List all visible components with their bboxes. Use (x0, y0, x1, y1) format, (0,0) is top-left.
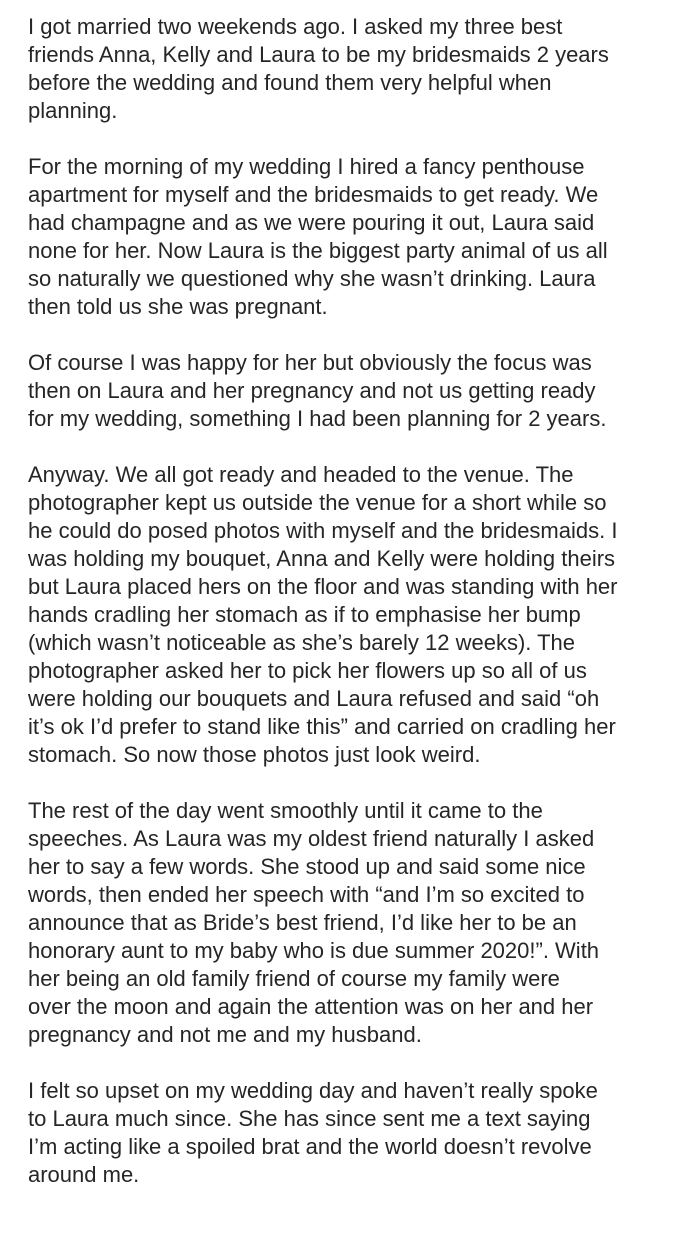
paragraph-1: I got married two weekends ago. I asked my three best friends Anna, Kelly and Laura to be my bridesmaids 2 years before the wedding and found them very helpful when planning. (28, 14, 609, 123)
post-body (28, 13, 692, 1189)
paragraph-5: The rest of the day went smoothly until it came to the speeches. As Laura was my oldest friend naturally I asked her to say a few words. She stood up and said some nice words, then ended her speech with “and I’m so excited to announce that as Bride’s best friend, I’d like her to be an honorary aunt to my baby who is due summer 2020!”. With her being an old family friend of course my family were over the moon and again the attention was on her and her pregnancy and not me and my husband. (28, 798, 600, 1047)
paragraph-2: For the morning of my wedding I hired a fancy penthouse apartment for myself and the bridesmaids to get ready. We had champagne and as we were pouring it out, Laura said none for her. Now Laura is the biggest party animal of us all so naturally we questioned why she wasn’t drinking. Laura then told us she was pregnant. (28, 154, 608, 319)
paragraph-4: Anyway. We all got ready and headed to the venue. The photographer kept us outside the venue for a short while so he could do posed photos with myself and the bridesmaids. I was holding my bouquet, Anna and Kelly were holding theirs but Laura placed hers on the floor and was standing with her hands cradling her stomach as if to emphasise her bump (which wasn’t noticeable as she’s barely 12 weeks). The photographer asked her to pick her flowers up so all of us were holding our bouquets and Laura refused and said “oh it’s ok I’d prefer to stand like this” and carried on cradling her stomach. So now those photos just look weird. (28, 462, 618, 767)
paragraph-3: Of course I was happy for her but obviously the focus was then on Laura and her pregnancy and not us getting ready for my wedding, something I had been planning for 2 years. (28, 350, 607, 431)
paragraph-6: I felt so upset on my wedding day and haven’t really spoke to Laura much since. She has since sent me a text saying I’m acting like a spoiled brat and the world doesn’t revolve around me. (28, 1078, 598, 1187)
